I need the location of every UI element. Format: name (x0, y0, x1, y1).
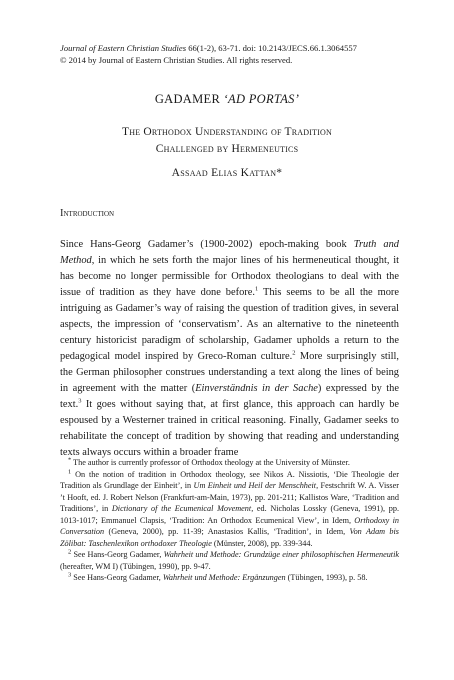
title-italic: ‘AD PORTAS’ (223, 92, 300, 106)
footnote-author-text: The author is currently professor of Orthodox theology at the University of Münster. (71, 458, 350, 467)
subtitle-line-1: The Orthodox Understanding of Tradition (122, 126, 332, 138)
citation-line (60, 42, 400, 54)
article-subtitle (0, 124, 454, 158)
author-line (0, 167, 454, 179)
footnote-2 (60, 549, 399, 572)
german-term: Einverständnis in der Sache (195, 383, 318, 394)
footnote-ref-3: 3 (78, 397, 82, 405)
book-title-truth-and-method: Truth and Method (60, 239, 399, 266)
footnote-3-text-a: See Hans-Georg Gadamer, (71, 573, 163, 582)
footnote-mark-star: * (68, 456, 72, 464)
body-text-2: , in which he sets forth the major lines of his hermeneutical thought, it has become no longer permissible for Orthodox theologians to deal with the issue of tradition as they have done before. (60, 255, 399, 298)
article-title (0, 92, 454, 107)
footnote-1-text-b: , Festschrift W. A. Visser ’t Hooft, ed. J. Robert Nelson (Frankfurt-am-Main, 1973), pp. 201-211; Kallistos Ware, ‘Tradition and Traditions’, in (60, 481, 399, 513)
footnote-1 (60, 469, 399, 550)
footnote-1-text-d: (Geneva, 2000), pp. 11-39; Anastasios Kallis, ‘Tradition’, in Idem, (104, 527, 350, 536)
footnote-mark-2: 2 (68, 548, 72, 556)
author-name: Assaad Elias Kattan (171, 167, 277, 179)
footnote-2-text-b: (hereafter, WM I) (Tübingen, 1990), pp. 9-47. (60, 561, 211, 571)
footnote-3-text-b: (Tübingen, 1993), p. 58. (285, 573, 368, 582)
footnote-mark-1: 1 (68, 467, 72, 475)
author-footnote-mark: * (276, 167, 283, 179)
title-main: GADAMER (154, 92, 224, 106)
journal-name: Journal of Eastern Christian Studies (60, 43, 187, 53)
footnote-2-title: Wahrheit und Methode: Grundzüge einer philosophischen Hermeneutik (163, 550, 399, 559)
body-text-3: This seems to be all the more intriguing as Gadamer’s way of raising the question of tradition gives, in several aspects, the impression of ‘conservatism’. As an alternative to the nineteenth century historicist paradigm of scholarship, Gadamer upholds a return to the pedagogical model inspired by Greco-Roman culture. (60, 287, 399, 362)
footnote-ref-2: 2 (292, 349, 296, 357)
footnote-2-text-a: See Hans-Georg Gadamer, (71, 550, 164, 559)
subtitle-line-2: Challenged by Hermeneutics (155, 143, 299, 155)
footnote-1-title-c: Orthodoxy in Conversation (60, 515, 399, 536)
body-text-4: More surprisingly still, the German philosopher construes understanding a text along the lines of being in agreement with the matter ( (60, 351, 400, 394)
footnote-1-text-c: , ed. Nicholas Lossky (Geneva, 1991), pp. 1013-1017; Emmanuel Clapsis, ‘Tradition: An Orthodox Ecumenical View’, in Idem, (60, 504, 399, 525)
footnote-mark-3: 3 (68, 571, 72, 579)
footnote-1-text-a: On the notion of tradition in Orthodox theology, see Nikos A. Nissiotis, ‘Die Theologie der Tradition als Grundlage der Einheit’, in (60, 469, 399, 490)
footnote-1-title-a: Um Einheit und Heil der Menschheit (193, 481, 317, 490)
footnote-1-title-d: Von Adam bis Zölibat: Taschenlexikon orthodoxer Theologie (60, 527, 399, 548)
citation-details: 66(1-2), 63-71. doi: 10.2143/JECS.66.1.3064557 (186, 43, 357, 53)
footnote-3 (60, 572, 399, 584)
copyright-line: © 2014 by Journal of Eastern Christian Studies. All rights reserved. (60, 55, 293, 65)
body-text-1: Since Hans-Georg Gadamer’s (1900-2002) epoch-making book (60, 239, 354, 250)
body-text-5: ) expressed by the text. (60, 383, 399, 410)
footnote-ref-1: 1 (254, 285, 259, 293)
section-heading: Introduction (60, 208, 115, 219)
footnote-author (60, 457, 399, 469)
footnotes (60, 457, 399, 584)
footnote-3-title: Wahrheit und Methode: Ergänzungen (162, 573, 286, 582)
footnote-1-text-e: (Münster, 2008), pp. 339-344. (211, 538, 313, 548)
journal-header (60, 42, 400, 66)
footnote-1-title-b: Dictionary of the Ecumenical Movement (111, 504, 252, 513)
body-text-6: It goes without saying that, at first glance, this approach can hardly be espoused by a Westerner trained in critical reasoning. Finally, Gadamer seeks to rehabilitate the concept of tradition by showing that reading and understanding texts always occurs within a broader frame (60, 399, 399, 458)
